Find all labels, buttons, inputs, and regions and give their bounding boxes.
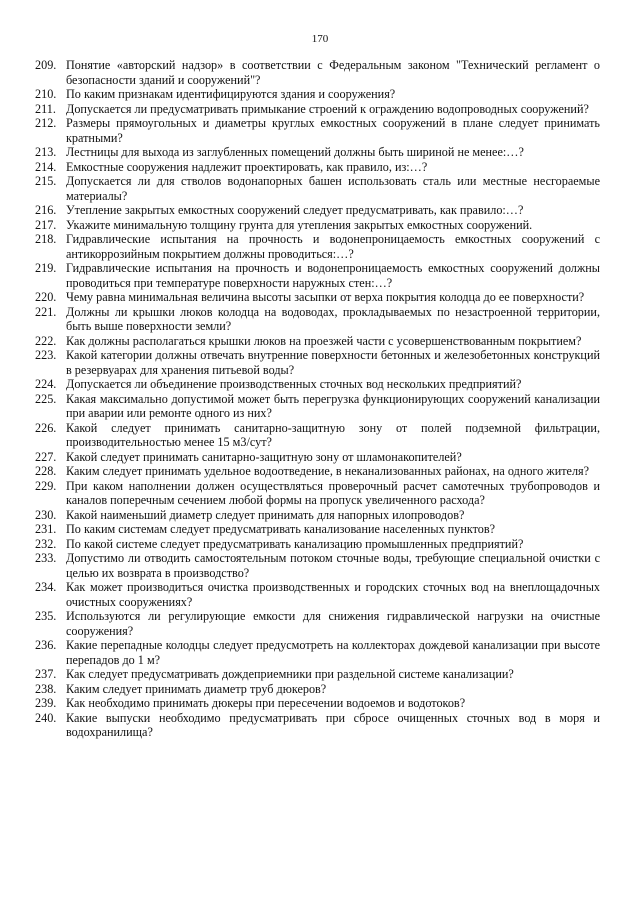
question-item — [35, 464, 600, 479]
question-number: 225. — [35, 391, 57, 406]
question-text: Как может производиться очистка производственных и городских сточных вод на внеплощадочных очистных сооружениях? — [66, 580, 600, 609]
question-number: 220. — [35, 290, 57, 304]
question-item — [35, 102, 600, 117]
question-number: 233. — [35, 551, 57, 565]
question-number: 209. — [35, 58, 57, 72]
question-text: Допускается ли предусматривать примыкание строений к ограждению водопроводных сооружений? — [66, 101, 589, 116]
question-text: По каким признакам идентифицируются здания и сооружения? — [66, 87, 396, 101]
question-text: Какой следует принимать санитарно-защитную зону от полей подземной фильтрации, производительностью менее 15 м3/сут? — [66, 420, 600, 449]
question-item — [35, 58, 600, 87]
question-number: 240. — [35, 710, 57, 725]
question-text: По каким системам следует предусматривать канализование населенных пунктов? — [66, 522, 496, 536]
question-number: 232. — [35, 536, 57, 551]
question-item — [35, 696, 600, 711]
question-text: Допустимо ли отводить самостоятельным потоком сточные воды, требующие специальной очистки с целью их возврата в производство? — [66, 551, 600, 580]
question-number: 211. — [35, 101, 56, 116]
question-item — [35, 377, 600, 392]
question-number: 236. — [35, 638, 57, 652]
question-number: 239. — [35, 696, 57, 710]
question-item — [35, 421, 600, 450]
question-item — [35, 682, 600, 697]
question-text: Допускается ли для стволов водонапорных башен использовать сталь или местные несгораемые материалы? — [66, 174, 600, 203]
question-number: 235. — [35, 609, 57, 623]
question-item — [35, 537, 600, 552]
question-text: Как необходимо принимать дюкеры при пересечении водоемов и водотоков? — [66, 696, 466, 710]
question-item — [35, 87, 600, 102]
question-item — [35, 522, 600, 537]
question-number: 212. — [35, 116, 57, 130]
question-item — [35, 290, 600, 305]
question-text: Какой наименьший диаметр следует принимать для напорных илопроводов? — [66, 507, 465, 522]
question-item — [35, 334, 600, 349]
question-item — [35, 508, 600, 523]
question-text: Какой следует принимать санитарно-защитную зону от шламонакопителей? — [66, 449, 462, 464]
question-item — [35, 479, 600, 508]
question-text: Каким следует принимать удельное водоотведение, в неканализованных районах, на одного жителя? — [66, 464, 590, 478]
question-number: 210. — [35, 87, 57, 101]
question-item — [35, 261, 600, 290]
question-text: Допускается ли объединение производственных сточных вод нескольких предприятий? — [66, 377, 522, 391]
question-item — [35, 392, 600, 421]
question-text: Какие выпуски необходимо предусматривать при сбросе очищенных сточных вод в моря и водохранилища? — [66, 710, 600, 739]
question-number: 217. — [35, 217, 57, 232]
question-number: 216. — [35, 203, 57, 217]
question-item — [35, 145, 600, 160]
question-number: 237. — [35, 667, 57, 681]
question-item — [35, 711, 600, 740]
question-number: 218. — [35, 232, 57, 246]
question-text: Размеры прямоугольных и диаметры круглых емкостных сооружений в плане следует принимать кратными? — [66, 116, 600, 145]
question-list — [35, 58, 600, 740]
question-item — [35, 160, 600, 175]
question-number: 221. — [35, 304, 57, 319]
question-number: 238. — [35, 681, 57, 696]
question-text: Должны ли крышки люков колодца на водоводах, прокладываемых по незастроенной территории, быть выше поверхности земли? — [66, 304, 600, 333]
question-number: 223. — [35, 348, 57, 362]
question-text: Используются ли регулирующие емкости для снижения гидравлической нагрузки на очистные сооружения? — [66, 609, 600, 638]
question-number: 228. — [35, 464, 57, 478]
question-number: 230. — [35, 507, 57, 522]
question-text: Какие перепадные колодцы следует предусмотреть на коллекторах дождевой канализации при высоте перепадов до 1 м? — [66, 638, 600, 667]
question-number: 226. — [35, 420, 57, 435]
question-item — [35, 551, 600, 580]
question-item — [35, 218, 600, 233]
question-number: 234. — [35, 580, 57, 594]
question-number: 219. — [35, 261, 57, 275]
question-text: Как следует предусматривать дождеприемники при раздельной системе канализации? — [66, 667, 514, 681]
question-item — [35, 450, 600, 465]
question-text: Гидравлические испытания на прочность и водонепроницаемость емкостных сооружений должны проводиться при температуре поверхности наружных стен:…? — [66, 261, 600, 290]
question-text: Чему равна минимальная величина высоты засыпки от верха покрытия колодца до ее поверхности? — [66, 290, 585, 304]
question-number: 222. — [35, 333, 57, 348]
question-number: 214. — [35, 159, 57, 174]
question-text: Понятие «авторский надзор» в соответствии с Федеральным законом "Технический регламент о безопасности зданий и сооружений"? — [66, 58, 600, 87]
question-text: Какой категории должны отвечать внутренние поверхности бетонных и железобетонных конструкций в резервуарах для хранения питьевой воды? — [66, 348, 600, 377]
question-number: 224. — [35, 377, 57, 391]
question-item — [35, 116, 600, 145]
question-item — [35, 580, 600, 609]
question-text: Какая максимально допустимой может быть перегрузка функционирующих сооружений канализации при аварии или ремонте одного из них? — [66, 391, 600, 420]
question-text: При каком наполнении должен осуществляться проверочный расчет самотечных трубопроводов и каналов поперечным сечением любой формы на пропуск увеличенного расхода? — [66, 478, 600, 507]
question-number: 229. — [35, 478, 57, 493]
question-text: Гидравлические испытания на прочность и водонепроницаемость емкостных сооружений с антикоррозийным покрытием должны проводиться:…? — [66, 232, 600, 261]
question-item — [35, 305, 600, 334]
question-number: 215. — [35, 174, 57, 188]
question-number: 231. — [35, 522, 57, 536]
question-item — [35, 203, 600, 218]
question-text: Каким следует принимать диаметр труб дюкеров? — [66, 681, 327, 696]
question-number: 213. — [35, 145, 57, 159]
question-text: Как должны располагаться крышки люков на проезжей части с усовершенствованным покрытием? — [66, 333, 582, 348]
question-number: 227. — [35, 449, 57, 464]
page-number: 170 — [311, 33, 329, 45]
question-text: Утепление закрытых емкостных сооружений следует предусматривать, как правило:…? — [66, 203, 524, 217]
question-text: Емкостные сооружения надлежит проектировать, как правило, из:…? — [66, 159, 428, 174]
question-text: Лестницы для выхода из заглубленных помещений должны быть шириной не менее:…? — [66, 145, 524, 159]
question-item — [35, 348, 600, 377]
question-text: По какой системе следует предусматривать канализацию промышленных предприятий? — [66, 536, 524, 551]
question-item — [35, 638, 600, 667]
question-item — [35, 667, 600, 682]
question-item — [35, 174, 600, 203]
question-item — [35, 609, 600, 638]
question-text: Укажите минимальную толщину грунта для утепления закрытых емкостных сооружений. — [66, 217, 533, 232]
question-item — [35, 232, 600, 261]
